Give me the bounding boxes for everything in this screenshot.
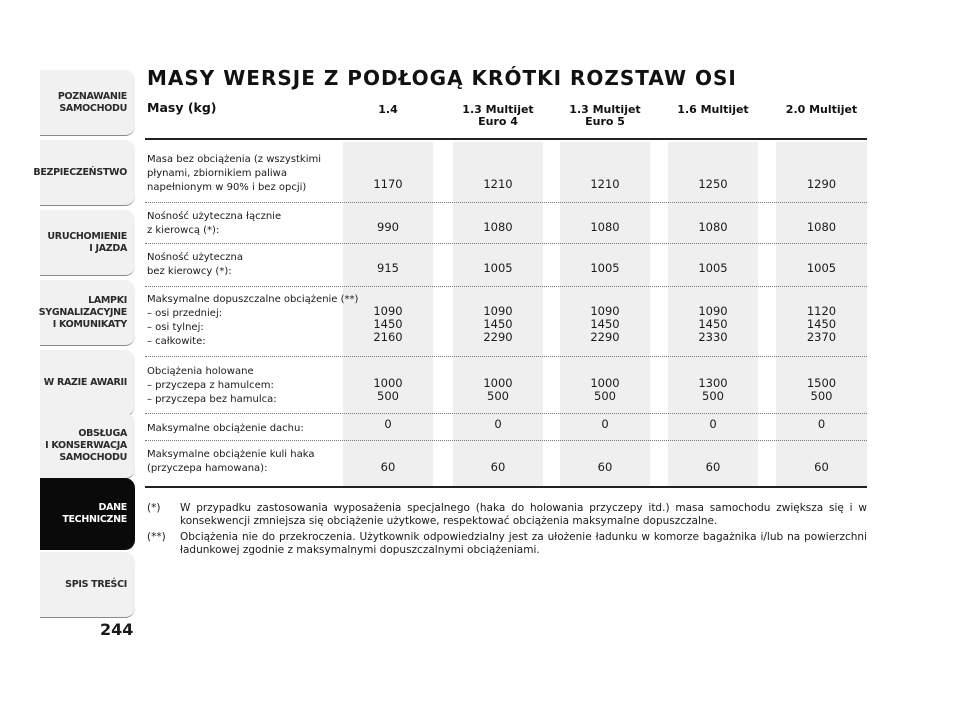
tab-uruchomienie-i-jazda[interactable]	[40, 210, 135, 276]
tab-label: URUCHOMIENIE I JAZDA	[47, 230, 127, 254]
table-cell: 1080	[698, 220, 728, 234]
header-rule	[145, 138, 867, 140]
row-divider	[145, 286, 867, 287]
row-label: Nośność użyteczna łącznie z kierowcą (*):	[147, 211, 282, 236]
table-cell: 1210	[483, 177, 513, 191]
tab-spis-tresci[interactable]	[40, 552, 135, 618]
table-cell: 1300 500	[698, 376, 728, 403]
table-cell: 1080	[483, 220, 513, 234]
tab-label: W RAZIE AWARII	[43, 376, 127, 388]
table-cell: 1005	[590, 261, 620, 275]
tab-label: SPIS TREŚCI	[65, 578, 127, 590]
tab-bezpieczenstwo[interactable]	[33, 140, 135, 206]
row-label: Obciążenia holowane – przyczepa z hamulcem: – przyczepa bez hamulca:	[147, 366, 277, 405]
table-cell: 1080	[590, 220, 620, 234]
tab-label: DANE TECHNICZNE	[62, 502, 127, 525]
column-header: 1.3 Multijet Euro 5	[569, 103, 641, 128]
table-cell: 60	[490, 460, 506, 474]
table-cell: 60	[814, 460, 829, 474]
page-number: 244	[100, 620, 134, 639]
table-cell: 1290	[806, 177, 837, 191]
footnote-mark: (*)	[147, 502, 161, 514]
page-title: MASY WERSJE Z PODŁOGĄ KRÓTKI ROZSTAW OSI	[147, 66, 737, 90]
table-cell: 1250	[698, 177, 728, 191]
row-divider	[145, 202, 867, 203]
tab-poznawanie-samochodu[interactable]	[40, 70, 135, 136]
column-header: 1.6 Multijet	[677, 103, 749, 116]
tab-w-razie-awarii[interactable]	[40, 350, 135, 416]
table-cell: 990	[377, 220, 399, 234]
table-cell: 0	[709, 417, 717, 431]
footnotes	[147, 502, 867, 560]
table-cell: 60	[705, 460, 721, 474]
tab-lampki-sygnalizacyjne[interactable]	[40, 280, 135, 346]
table-cell: 1090 1450 2160	[373, 304, 403, 344]
table-cell: 1005	[483, 261, 513, 275]
tab-label: OBSŁUGA I KONSERWACJA SAMOCHODU	[45, 427, 127, 463]
column-header: 1.4	[378, 103, 398, 116]
footnote	[147, 531, 867, 557]
column-header: 1.3 Multijet Euro 4	[462, 103, 534, 128]
table-cell: 1500 500	[806, 376, 837, 403]
bottom-rule	[145, 486, 867, 488]
footnote	[147, 502, 867, 528]
table-cell: 1170	[373, 177, 403, 191]
row-divider	[145, 440, 867, 441]
tab-dane-techniczne[interactable]	[40, 478, 135, 550]
table-cell: 60	[380, 460, 396, 474]
table-cell: 1090 1450 2330	[698, 304, 728, 344]
row-label: Masa bez obciążenia (z wszystkimi płynami, zbiornikiem paliwa napełnionym w 90% i bez opcji)	[147, 154, 321, 193]
table-cell: 0	[494, 417, 502, 431]
footnote-mark: (**)	[147, 531, 166, 543]
table-cell: 1005	[698, 261, 728, 275]
row-divider	[145, 413, 867, 414]
table-cell: 1210	[590, 177, 620, 191]
table-cell: 0	[817, 417, 826, 431]
column-header: 2.0 Multijet	[785, 103, 858, 116]
row-divider	[145, 243, 867, 244]
table-cell: 1000 500	[373, 376, 403, 403]
row-label: Maksymalne obciążenie dachu:	[147, 423, 304, 434]
row-divider	[145, 356, 867, 357]
table-cell: 1120 1450 2370	[806, 304, 837, 344]
table-cell: 1090 1450 2290	[483, 304, 513, 344]
table-cell: 1000 500	[590, 376, 620, 403]
tab-label: LAMPKI SYGNALIZACYJNE I KOMUNIKATY	[38, 294, 127, 330]
table-corner-label: Masy (kg)	[147, 100, 217, 115]
table-cell: 0	[601, 417, 609, 431]
table-cell: 915	[377, 261, 399, 275]
table-cell: 60	[597, 460, 613, 474]
row-label: Maksymalne obciążenie kuli haka (przyczepa hamowana):	[147, 449, 315, 474]
row-label: Nośność użyteczna bez kierowcy (*):	[147, 252, 243, 277]
tab-obsluga-i-konserwacja[interactable]	[40, 413, 135, 479]
table-cell: 1005	[806, 261, 837, 275]
table-cell: 1000 500	[483, 376, 513, 403]
table-cell: 1080	[806, 220, 837, 234]
row-label: Maksymalne dopuszczalne obciążenie (**) – osi przedniej: – osi tylnej: – całkowite:	[147, 294, 359, 347]
table-cell: 1090 1450 2290	[590, 304, 620, 344]
footnote-text: W przypadku zastosowania wyposażenia specjalnego (haka do holowania przyczepy itd.) masa samochodu zwiększa się i w konsekwencji zmniejsza się obciążenie użytkowe, respektować obciążenia maksymalne dopuszczalne.	[180, 502, 867, 527]
footnote-text: Obciążenia nie do przekroczenia. Użytkownik odpowiedzialny jest za ułożenie ładunku w komorze bagażnika i/lub na powierzchni ładunkowej zgodnie z maksymalnymi dopuszczalnymi obciążeniami.	[180, 531, 867, 556]
table-cell: 0	[384, 417, 392, 431]
tab-label: POZNAWANIE SAMOCHODU	[57, 90, 127, 114]
tab-label: BEZPIECZEŃSTWO	[33, 166, 127, 178]
